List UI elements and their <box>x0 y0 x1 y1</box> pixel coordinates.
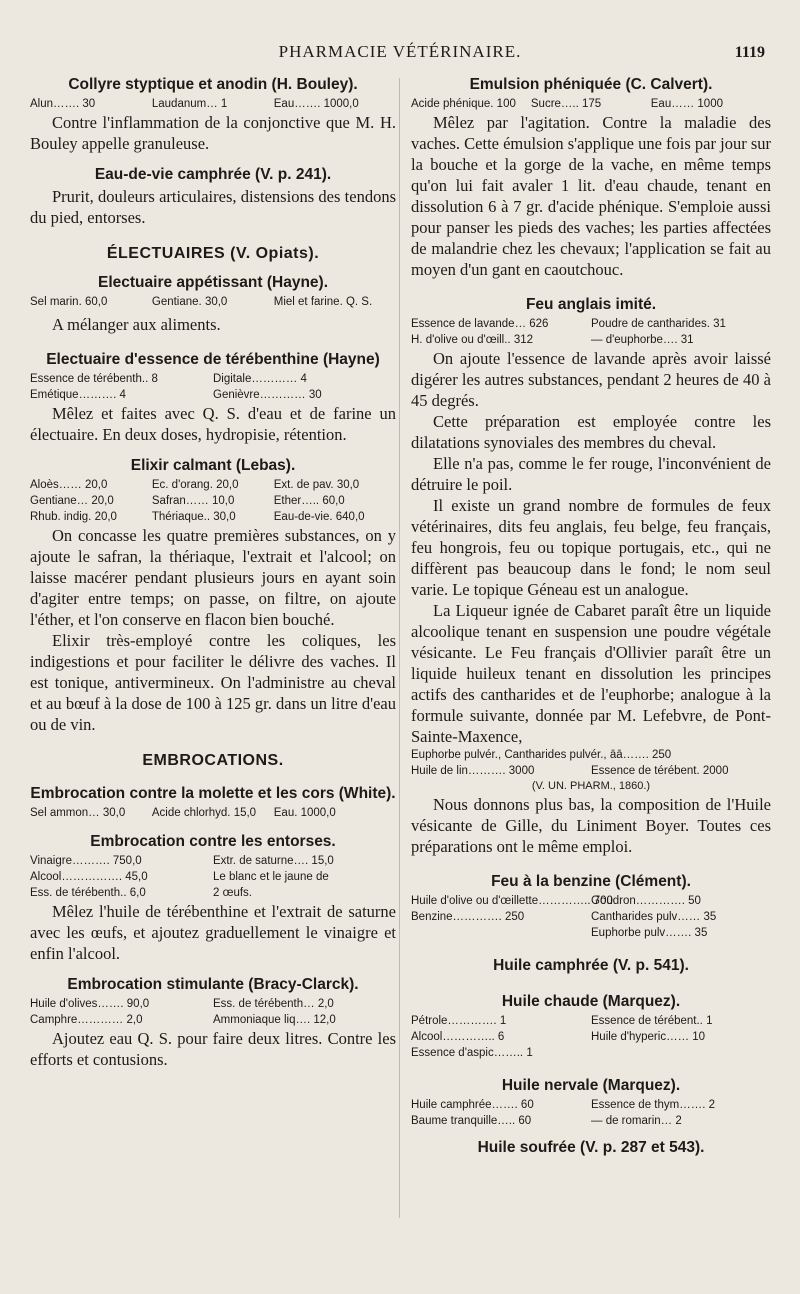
recipe-list <box>30 996 396 1028</box>
recipe-item: Cantharides pulv…… 35 <box>591 911 717 923</box>
recipe-item: — de romarin… 2 <box>591 1115 682 1127</box>
recipe-item: Goudron…………. 50 <box>591 895 701 907</box>
recipe-item: Benzine…………. 250 <box>411 911 525 923</box>
paragraph: Nous donnons plus bas, la composition de l'Huile vésicante de Gille, du Liniment Boyer. Toutes ces préparations ont le même emploi. <box>411 795 771 856</box>
section-title: Huile nervale (Marquez). <box>501 1077 681 1094</box>
recipe-item: Ess. de térébenth.. 6,0 <box>30 887 146 899</box>
section-title: Feu à la benzine (Clément). <box>491 873 691 890</box>
recipe-item: Huile d'olive ou d'œillette………….. 700 <box>411 895 613 907</box>
section-title: Electuaire appétissant (Hayne). <box>98 274 328 291</box>
recipe-list <box>30 477 396 525</box>
recipe-list <box>411 747 771 779</box>
paragraph: Il existe un grand nombre de formules de feux vétérinaires, dits feu anglais, feu belge, feu français, feu hongrois, feu ou topique portugais, etc., qui ne diffèrent pas beaucoup dans le fond; le nom seul varie. Le topique Géneau est un analogue. <box>411 496 771 599</box>
recipe-list <box>411 1013 771 1061</box>
section-title: Elixir calmant (Lebas). <box>130 457 296 474</box>
recipe-item: Sucre….. 175 <box>530 98 602 110</box>
recipe-item: Emétique………. 4 <box>30 389 126 401</box>
recipe-item: Acide chlorhyd. 15,0 <box>151 807 257 819</box>
paragraph: Prurit, douleurs articulaires, distensions des tendons du pied, entorses. <box>30 187 396 227</box>
recipe-list <box>411 316 771 348</box>
recipe-item: Euphorbe pulvér., Cantharides pulvér., āā……. 250 <box>411 749 672 761</box>
recipe-item: Eau…… 1000 <box>650 98 723 110</box>
recipe-item: Digitale………… 4 <box>213 373 307 385</box>
recipe-list <box>30 96 396 112</box>
recipe-list <box>30 853 396 901</box>
recipe-item: — d'euphorbe…. 31 <box>591 334 694 346</box>
recipe-item: Essence d'aspic…….. 1 <box>411 1047 533 1059</box>
running-title: PHARMACIE VÉTÉRINAIRE. <box>278 42 522 61</box>
recipe-item: Ammoniaque liq…. 12,0 <box>213 1014 336 1026</box>
paragraph: Mêlez et faites avec Q. S. d'eau et de farine un électuaire. En deux doses, hydropisie, rétention. <box>30 404 396 444</box>
recipe-item: Extr. de saturne…. 15,0 <box>213 855 334 867</box>
column-divider <box>399 78 400 1218</box>
recipe-item: Euphorbe pulv……. 35 <box>591 927 708 939</box>
recipe-item: Alcool………….. 6 <box>411 1031 505 1043</box>
paragraph: Mêlez l'huile de térébenthine et l'extrait de saturne avec les œufs, et ajoutez graduellement le vinaigre et enfin l'alcool. <box>30 902 396 963</box>
section-title: Emulsion phéniquée (C. Calvert). <box>469 76 713 93</box>
recipe-list <box>411 1097 771 1129</box>
recipe-item: Alcool……………. 45,0 <box>30 871 148 883</box>
recipe-item: Eau-de-vie. 640,0 <box>273 511 365 523</box>
recipe-item: Sel ammon… 30,0 <box>30 807 126 819</box>
recipe-item: Eau. 1000,0 <box>273 807 336 819</box>
recipe-item: Ess. de térébenth… 2,0 <box>213 998 334 1010</box>
recipe-item: Miel et farine. Q. S. <box>273 296 373 308</box>
recipe-item: Poudre de cantharides. 31 <box>591 318 726 330</box>
paragraph: Elixir très-employé contre les coliques, les indigestions et pour faciliter le délivre des vaches. Il est tonique, antivermineux. On l'administre au cheval et au bœuf à la dose de 100 à 125 gr. dans un litre d'eau ou de vin. <box>30 631 396 734</box>
recipe-item: Ext. de pav. 30,0 <box>273 479 360 491</box>
recipe-item: Alun……. 30 <box>30 98 96 110</box>
section-title: Huile chaude (Marquez). <box>501 993 681 1010</box>
page-header <box>0 40 800 66</box>
section-title: Eau-de-vie camphrée (V. p. 241). <box>94 166 332 183</box>
recipe-item: Aloès…… 20,0 <box>30 479 108 491</box>
section-title: Huile soufrée (V. p. 287 et 543). <box>477 1139 705 1156</box>
source-reference: (V. UN. PHARM., 1860.) <box>531 780 651 792</box>
recipe-item: Baume tranquille….. 60 <box>411 1115 532 1127</box>
recipe-item: Camphre………… 2,0 <box>30 1014 143 1026</box>
paragraph: Cette préparation est employée contre les dilatations synoviales des membres du cheval. <box>411 412 771 452</box>
recipe-item: Le blanc et le jaune de <box>213 871 329 883</box>
recipe-item: Huile camphrée……. 60 <box>411 1099 534 1111</box>
recipe-item: Essence de lavande… 626 <box>411 318 549 330</box>
recipe-item: Gentiane… 20,0 <box>30 495 114 507</box>
recipe-list <box>30 371 396 403</box>
recipe-item: Pétrole…………. 1 <box>411 1015 507 1027</box>
recipe-list <box>30 294 396 310</box>
section-title: Embrocation contre la molette et les cors (White). <box>30 785 396 802</box>
recipe-item <box>411 925 591 941</box>
page-number: 1119 <box>734 44 765 61</box>
section-title: Embrocation stimulante (Bracy-Clarck). <box>67 976 359 993</box>
section-title: Electuaire d'essence de térébenthine (Hayne) <box>46 351 380 368</box>
paragraph: Mêlez par l'agitation. Contre la maladie des vaches. Cette émulsion s'applique une fois par jour sur la bouche et la gorge de la vache, en même temps qu'on lui fait avaler 1 lit. d'eau chaude, tenant en dissolution 6 à 7 gr. d'acide phénique. S'emploie aussi pour panser les pieds des vaches; les parties affectées de malandrie chez les chevaux; l'application se fait au moyen d'un gant en caoutchouc. <box>411 113 771 279</box>
recipe-item: Rhub. indig. 20,0 <box>30 511 117 523</box>
recipe-item: Huile d'hyperic…… 10 <box>591 1031 706 1043</box>
section-title: Huile camphrée (V. p. 541). <box>493 957 689 974</box>
recipe-item: Eau……. 1000,0 <box>273 98 359 110</box>
section-title: Collyre styptique et anodin (H. Bouley). <box>68 76 358 93</box>
recipe-item: Essence de térébenth.. 8 <box>30 373 158 385</box>
paragraph: Contre l'inflammation de la conjonctive que M. H. Bouley appelle granuleuse. <box>30 113 396 153</box>
recipe-item: Ether….. 60,0 <box>273 495 345 507</box>
recipe-item: H. d'olive ou d'œill.. 312 <box>411 334 534 346</box>
recipe-item: Essence de thym……. 2 <box>591 1099 715 1111</box>
recipe-item: Vinaigre………. 750,0 <box>30 855 142 867</box>
left-column <box>30 70 396 1070</box>
recipe-item: 2 œufs. <box>213 887 252 899</box>
recipe-item: Acide phénique. 100 <box>411 98 516 110</box>
section-title: Embrocation contre les entorses. <box>90 833 336 850</box>
recipe-item: Huile de lin………. 3000 <box>411 765 535 777</box>
recipe-item <box>591 1045 771 1061</box>
paragraph: On ajoute l'essence de lavande après avoir laissé digérer les autres substances, pendant 2 heures de 40 à 45 degrés. <box>411 349 771 410</box>
recipe-list <box>30 805 396 821</box>
recipe-list <box>411 96 771 112</box>
recipe-item: Laudanum… 1 <box>151 98 228 110</box>
paragraph: Elle n'a pas, comme le fer rouge, l'inconvénient de détruire le poil. <box>411 454 771 494</box>
recipe-item: Ec. d'orang. 20,0 <box>151 479 239 491</box>
paragraph: On concasse les quatre premières substances, on y ajoute le safran, la thériaque, l'extrait et l'alcool; on laisse macérer pendant plusieurs jours en ayant soin d'agiter entre temps; on passe, on filtre, on ajoute l'éther, et l'on conserve en flacon bien bouché. <box>30 526 396 629</box>
right-column <box>411 70 771 1159</box>
paragraph: La Liqueur ignée de Cabaret paraît être un liquide alcoolique tenant en suspension une poudre végétale vésicante. Le Feu français d'Ollivier paraît être un liquide huileux tenant en dissolution les principes actifs des cantharides et de l'euphorbe; analogue à la formule suivante, donnée par M. Lefebvre, de Pont-Sainte-Maxence, <box>411 601 771 746</box>
recipe-item: Safran…… 10,0 <box>151 495 235 507</box>
section-title: Feu anglais imité. <box>525 296 657 313</box>
chapter-heading: ÉLECTUAIRES (V. Opiats). <box>106 245 320 262</box>
chapter-heading: EMBROCATIONS. <box>142 752 284 769</box>
recipe-item: Thériaque.. 30,0 <box>151 511 236 523</box>
recipe-item: Sel marin. 60,0 <box>30 296 108 308</box>
recipe-item: Essence de térébent.. 1 <box>591 1015 713 1027</box>
paragraph: Ajoutez eau Q. S. pour faire deux litres. Contre les efforts et contusions. <box>30 1029 396 1069</box>
recipe-item: Huile d'olives……. 90,0 <box>30 998 150 1010</box>
recipe-item: Essence de térébent. 2000 <box>591 765 729 777</box>
paragraph: A mélanger aux aliments. <box>52 315 221 334</box>
recipe-list <box>411 893 771 941</box>
recipe-item: Gentiane. 30,0 <box>151 296 228 308</box>
recipe-item: Genièvre………… 30 <box>213 389 322 401</box>
